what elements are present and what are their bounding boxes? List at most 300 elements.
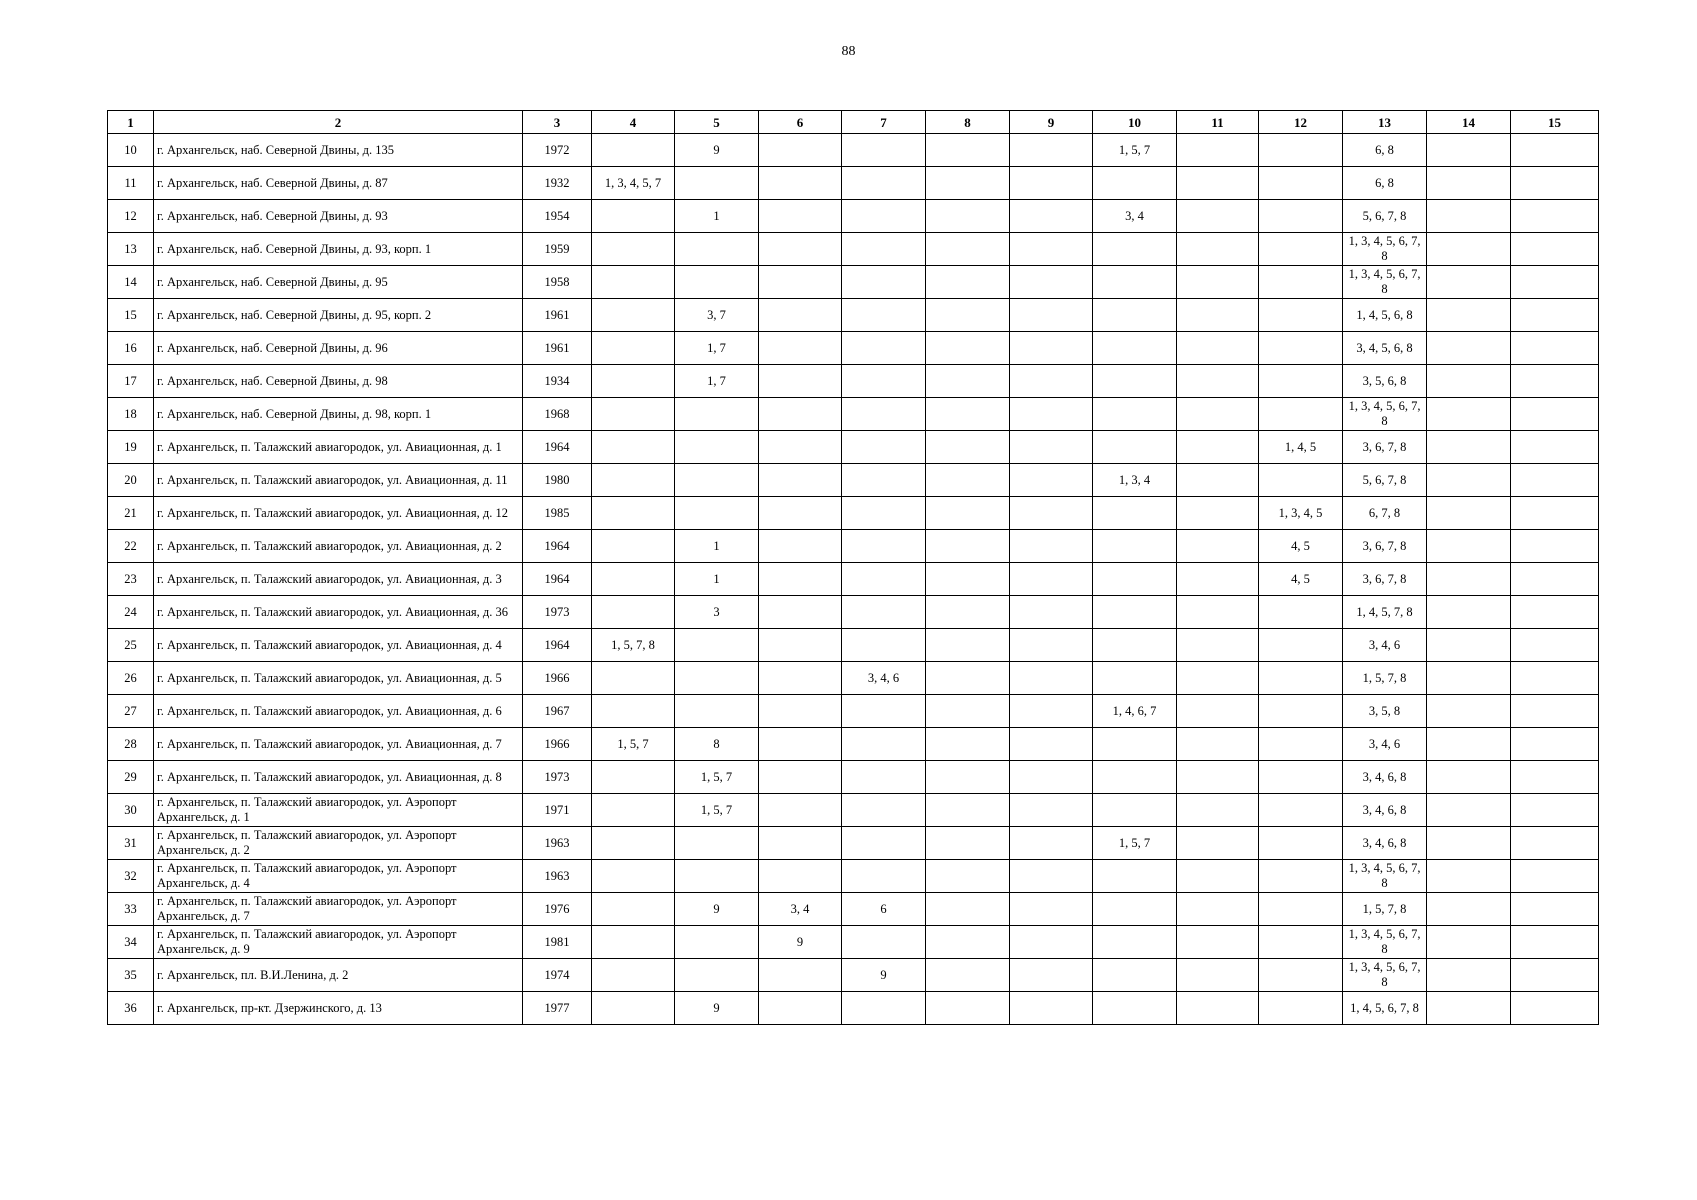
table-cell — [1511, 695, 1599, 728]
table-cell — [926, 398, 1010, 431]
table-cell — [759, 497, 842, 530]
table-cell: 9 — [675, 134, 759, 167]
table-cell — [1010, 332, 1093, 365]
row-number-cell: 20 — [108, 464, 154, 497]
table-cell: 4, 5 — [1259, 530, 1343, 563]
table-cell — [926, 464, 1010, 497]
table-cell — [592, 365, 675, 398]
address-cell: г. Архангельск, п. Талажский авиагородок, ул. Аэропорт Архангельск, д. 7 — [154, 893, 523, 926]
table-cell — [1427, 794, 1511, 827]
row-number-cell: 25 — [108, 629, 154, 662]
table-cell — [926, 827, 1010, 860]
table-cell: 4, 5 — [1259, 563, 1343, 596]
table-cell — [592, 530, 675, 563]
table-row — [108, 893, 1599, 926]
table-cell — [1427, 431, 1511, 464]
table-cell — [592, 893, 675, 926]
table-cell — [1259, 662, 1343, 695]
table-cell — [1511, 794, 1599, 827]
table-cell: 1, 4, 5, 6, 7, 8 — [1343, 992, 1427, 1025]
row-number-cell: 31 — [108, 827, 154, 860]
table-cell — [675, 629, 759, 662]
table-cell — [1010, 761, 1093, 794]
address-cell: г. Архангельск, наб. Северной Двины, д. 93 — [154, 200, 523, 233]
table-cell — [842, 530, 926, 563]
table-cell — [1511, 398, 1599, 431]
table-cell — [1427, 926, 1511, 959]
table-cell — [842, 464, 926, 497]
table-cell — [1259, 266, 1343, 299]
table-cell — [1093, 497, 1177, 530]
table-cell — [759, 563, 842, 596]
table-cell — [1177, 827, 1259, 860]
row-number-cell: 29 — [108, 761, 154, 794]
table-cell — [592, 431, 675, 464]
table-row — [108, 431, 1599, 464]
table-cell — [1010, 530, 1093, 563]
table-cell — [1177, 365, 1259, 398]
address-cell: г. Архангельск, пл. В.И.Ленина, д. 2 — [154, 959, 523, 992]
table-cell — [1177, 695, 1259, 728]
table-cell — [1177, 299, 1259, 332]
table-cell: 1973 — [523, 596, 592, 629]
table-cell — [759, 860, 842, 893]
table-cell — [1259, 695, 1343, 728]
table-cell: 5, 6, 7, 8 — [1343, 464, 1427, 497]
table-row — [108, 299, 1599, 332]
table-cell — [926, 200, 1010, 233]
table-cell — [1010, 662, 1093, 695]
table-cell — [759, 827, 842, 860]
table-cell — [1010, 365, 1093, 398]
table-cell — [1177, 398, 1259, 431]
table-cell — [1511, 332, 1599, 365]
table-cell — [842, 992, 926, 1025]
column-header-11: 11 — [1177, 111, 1259, 134]
table-cell — [842, 794, 926, 827]
table-cell — [1177, 926, 1259, 959]
table-cell — [592, 200, 675, 233]
table-cell — [1010, 893, 1093, 926]
table-cell — [842, 200, 926, 233]
table-cell: 1, 5, 7 — [675, 761, 759, 794]
table-cell: 1981 — [523, 926, 592, 959]
table-cell — [1511, 596, 1599, 629]
table-cell: 6, 7, 8 — [1343, 497, 1427, 530]
table-cell: 1985 — [523, 497, 592, 530]
table-cell — [1259, 794, 1343, 827]
table-row — [108, 497, 1599, 530]
table-cell: 3, 4, 5, 6, 8 — [1343, 332, 1427, 365]
table-cell — [926, 563, 1010, 596]
address-cell: г. Архангельск, п. Талажский авиагородок, ул. Авиационная, д. 6 — [154, 695, 523, 728]
table-cell — [842, 860, 926, 893]
table-cell — [1093, 233, 1177, 266]
table-cell: 1, 7 — [675, 332, 759, 365]
table-cell — [1427, 695, 1511, 728]
table-cell — [592, 596, 675, 629]
table-cell — [1177, 266, 1259, 299]
column-header-13: 13 — [1343, 111, 1427, 134]
table-cell — [675, 827, 759, 860]
table-cell — [759, 794, 842, 827]
table-cell: 1968 — [523, 398, 592, 431]
table-cell — [1259, 893, 1343, 926]
table-cell — [1427, 233, 1511, 266]
column-header-3: 3 — [523, 111, 592, 134]
table-cell — [842, 728, 926, 761]
table-cell — [1010, 233, 1093, 266]
table-cell — [1177, 794, 1259, 827]
table-cell — [1511, 134, 1599, 167]
table-cell — [842, 332, 926, 365]
table-cell — [1427, 398, 1511, 431]
table-cell — [1010, 563, 1093, 596]
row-number-cell: 22 — [108, 530, 154, 563]
table-cell — [1177, 134, 1259, 167]
table-cell — [1259, 233, 1343, 266]
table-cell: 9 — [842, 959, 926, 992]
row-number-cell: 16 — [108, 332, 154, 365]
table-cell — [675, 497, 759, 530]
table-cell: 6 — [842, 893, 926, 926]
table-cell — [1511, 431, 1599, 464]
table-cell — [759, 299, 842, 332]
table-cell — [842, 365, 926, 398]
row-number-cell: 27 — [108, 695, 154, 728]
table-cell — [1010, 431, 1093, 464]
table-cell — [926, 992, 1010, 1025]
table-cell — [1093, 926, 1177, 959]
table-cell — [842, 827, 926, 860]
table-cell — [842, 299, 926, 332]
table-cell — [1177, 464, 1259, 497]
table-row — [108, 596, 1599, 629]
table-cell: 1973 — [523, 761, 592, 794]
table-cell: 3, 5, 6, 8 — [1343, 365, 1427, 398]
table-cell — [1010, 629, 1093, 662]
table-cell — [759, 629, 842, 662]
table-cell — [759, 200, 842, 233]
table-cell: 6, 8 — [1343, 134, 1427, 167]
row-number-cell: 10 — [108, 134, 154, 167]
table-cell: 1980 — [523, 464, 592, 497]
table-cell — [1259, 827, 1343, 860]
table-cell — [759, 266, 842, 299]
table-row — [108, 629, 1599, 662]
address-cell: г. Архангельск, наб. Северной Двины, д. 95, корп. 2 — [154, 299, 523, 332]
table-cell: 1, 3, 4, 5, 7 — [592, 167, 675, 200]
row-number-cell: 34 — [108, 926, 154, 959]
table-row — [108, 464, 1599, 497]
table-cell: 1, 5, 7, 8 — [592, 629, 675, 662]
table-cell — [1093, 530, 1177, 563]
table-cell: 5, 6, 7, 8 — [1343, 200, 1427, 233]
row-number-cell: 32 — [108, 860, 154, 893]
table-cell: 1958 — [523, 266, 592, 299]
table-cell — [675, 926, 759, 959]
table-cell: 1976 — [523, 893, 592, 926]
table-cell: 1959 — [523, 233, 592, 266]
table-cell — [1177, 233, 1259, 266]
address-cell: г. Архангельск, п. Талажский авиагородок, ул. Аэропорт Архангельск, д. 4 — [154, 860, 523, 893]
column-header-5: 5 — [675, 111, 759, 134]
table-cell — [759, 431, 842, 464]
table-cell — [926, 530, 1010, 563]
table-cell — [1259, 332, 1343, 365]
table-cell — [1511, 299, 1599, 332]
table-cell: 1961 — [523, 332, 592, 365]
table-cell — [1511, 200, 1599, 233]
table-cell — [926, 761, 1010, 794]
table-cell — [1259, 167, 1343, 200]
table-cell — [1259, 200, 1343, 233]
row-number-cell: 33 — [108, 893, 154, 926]
row-number-cell: 35 — [108, 959, 154, 992]
table-cell — [842, 167, 926, 200]
table-cell — [1259, 134, 1343, 167]
table-cell: 1, 4, 5 — [1259, 431, 1343, 464]
row-number-cell: 12 — [108, 200, 154, 233]
table-row — [108, 365, 1599, 398]
column-header-6: 6 — [759, 111, 842, 134]
table-cell — [1427, 365, 1511, 398]
table-cell — [926, 596, 1010, 629]
column-header-15: 15 — [1511, 111, 1599, 134]
table-cell: 1963 — [523, 827, 592, 860]
address-cell: г. Архангельск, п. Талажский авиагородок, ул. Аэропорт Архангельск, д. 1 — [154, 794, 523, 827]
table-cell — [1427, 464, 1511, 497]
table-cell — [1511, 959, 1599, 992]
table-cell — [1177, 167, 1259, 200]
table-cell — [1427, 860, 1511, 893]
table-cell: 1 — [675, 200, 759, 233]
table-cell — [1177, 497, 1259, 530]
table-cell: 1 — [675, 530, 759, 563]
table-cell — [1010, 464, 1093, 497]
table-cell — [1093, 167, 1177, 200]
table-cell — [759, 992, 842, 1025]
table-cell — [1427, 629, 1511, 662]
table-cell: 1, 3, 4, 5, 6, 7, 8 — [1343, 959, 1427, 992]
table-cell — [1511, 233, 1599, 266]
table-cell — [1259, 365, 1343, 398]
table-cell — [1427, 563, 1511, 596]
table-row — [108, 794, 1599, 827]
table-cell — [759, 530, 842, 563]
table-cell — [926, 497, 1010, 530]
table-cell — [592, 332, 675, 365]
table-cell: 1, 5, 7 — [1093, 827, 1177, 860]
table-cell: 3, 4, 6, 8 — [1343, 794, 1427, 827]
table-cell — [1010, 299, 1093, 332]
table-cell — [759, 695, 842, 728]
table-cell — [1259, 629, 1343, 662]
table-cell — [1177, 431, 1259, 464]
table-cell — [1259, 398, 1343, 431]
table-cell — [1427, 497, 1511, 530]
column-header-8: 8 — [926, 111, 1010, 134]
address-cell: г. Архангельск, п. Талажский авиагородок, ул. Авиационная, д. 4 — [154, 629, 523, 662]
table-row — [108, 695, 1599, 728]
row-number-cell: 15 — [108, 299, 154, 332]
table-cell — [675, 464, 759, 497]
table-cell — [842, 266, 926, 299]
table-cell: 1, 4, 5, 6, 8 — [1343, 299, 1427, 332]
table-cell — [592, 827, 675, 860]
table-cell: 3, 4, 6 — [1343, 728, 1427, 761]
table-cell — [1010, 959, 1093, 992]
table-cell — [1010, 398, 1093, 431]
table-cell: 1, 5, 7 — [675, 794, 759, 827]
table-cell — [1259, 596, 1343, 629]
table-cell — [1093, 563, 1177, 596]
table-cell: 1, 3, 4, 5, 6, 7, 8 — [1343, 860, 1427, 893]
table-cell — [1511, 629, 1599, 662]
table-cell: 1, 3, 4, 5, 6, 7, 8 — [1343, 233, 1427, 266]
table-cell: 1974 — [523, 959, 592, 992]
table-cell — [592, 563, 675, 596]
table-cell — [926, 794, 1010, 827]
row-number-cell: 26 — [108, 662, 154, 695]
table-row — [108, 926, 1599, 959]
table-cell — [759, 398, 842, 431]
table-cell — [842, 398, 926, 431]
table-cell — [675, 860, 759, 893]
table-cell: 1, 3, 4 — [1093, 464, 1177, 497]
table-cell — [1427, 200, 1511, 233]
table-cell — [842, 233, 926, 266]
table-cell — [1093, 794, 1177, 827]
table-cell — [592, 299, 675, 332]
table-cell: 3, 4, 6 — [1343, 629, 1427, 662]
table-cell — [675, 266, 759, 299]
table-cell: 3, 4 — [1093, 200, 1177, 233]
table-cell — [1093, 398, 1177, 431]
table-cell — [1259, 992, 1343, 1025]
row-number-cell: 23 — [108, 563, 154, 596]
table-row — [108, 761, 1599, 794]
table-cell — [1511, 761, 1599, 794]
table-cell: 1, 5, 7, 8 — [1343, 662, 1427, 695]
table-cell: 9 — [759, 926, 842, 959]
table-cell — [1010, 860, 1093, 893]
row-number-cell: 17 — [108, 365, 154, 398]
column-header-1: 1 — [108, 111, 154, 134]
table-cell — [1427, 992, 1511, 1025]
table-cell — [1093, 332, 1177, 365]
table-cell: 8 — [675, 728, 759, 761]
table-cell: 1, 5, 7 — [1093, 134, 1177, 167]
table-cell — [592, 959, 675, 992]
table-header-row — [108, 111, 1599, 134]
table-cell: 1, 5, 7, 8 — [1343, 893, 1427, 926]
table-cell — [1093, 728, 1177, 761]
table-cell — [1093, 992, 1177, 1025]
table-cell — [842, 596, 926, 629]
table-cell — [1259, 959, 1343, 992]
table-cell — [592, 266, 675, 299]
table-cell: 1971 — [523, 794, 592, 827]
table-body — [108, 134, 1599, 1025]
table-cell: 1932 — [523, 167, 592, 200]
table-cell — [1010, 695, 1093, 728]
table-cell — [926, 860, 1010, 893]
table-cell — [1093, 365, 1177, 398]
column-header-12: 12 — [1259, 111, 1343, 134]
row-number-cell: 19 — [108, 431, 154, 464]
table-cell — [592, 464, 675, 497]
table-cell — [1010, 728, 1093, 761]
table-cell: 3, 4 — [759, 893, 842, 926]
table-cell — [1093, 761, 1177, 794]
table-cell — [1511, 827, 1599, 860]
table-cell — [1010, 926, 1093, 959]
table-cell — [926, 332, 1010, 365]
table-cell — [592, 233, 675, 266]
table-cell — [592, 398, 675, 431]
table-row — [108, 266, 1599, 299]
table-cell — [592, 860, 675, 893]
address-cell: г. Архангельск, п. Талажский авиагородок, ул. Авиационная, д. 36 — [154, 596, 523, 629]
row-number-cell: 18 — [108, 398, 154, 431]
address-cell: г. Архангельск, наб. Северной Двины, д. 98 — [154, 365, 523, 398]
table-cell — [759, 959, 842, 992]
table-cell: 1, 5, 7 — [592, 728, 675, 761]
table-cell — [842, 926, 926, 959]
table-row — [108, 860, 1599, 893]
table-cell — [1259, 728, 1343, 761]
row-number-cell: 30 — [108, 794, 154, 827]
table-cell — [1427, 266, 1511, 299]
table-cell — [1427, 761, 1511, 794]
address-cell: г. Архангельск, п. Талажский авиагородок, ул. Авиационная, д. 7 — [154, 728, 523, 761]
table-cell — [759, 365, 842, 398]
table-cell — [1177, 563, 1259, 596]
table-row — [108, 563, 1599, 596]
table-cell — [1010, 167, 1093, 200]
table-cell — [675, 167, 759, 200]
table-cell — [1511, 992, 1599, 1025]
address-cell: г. Архангельск, п. Талажский авиагородок, ул. Авиационная, д. 2 — [154, 530, 523, 563]
table-cell — [842, 497, 926, 530]
table-cell — [759, 761, 842, 794]
table-cell: 1, 3, 4, 5, 6, 7, 8 — [1343, 266, 1427, 299]
table-cell: 1961 — [523, 299, 592, 332]
table-cell — [1511, 860, 1599, 893]
table-row — [108, 992, 1599, 1025]
table-cell — [1259, 860, 1343, 893]
table-cell — [1093, 959, 1177, 992]
table-cell — [592, 794, 675, 827]
table-cell — [759, 464, 842, 497]
table-cell — [1427, 167, 1511, 200]
address-cell: г. Архангельск, наб. Северной Двины, д. 93, корп. 1 — [154, 233, 523, 266]
table-cell: 1977 — [523, 992, 592, 1025]
table-cell — [1093, 431, 1177, 464]
address-cell: г. Архангельск, п. Талажский авиагородок, ул. Аэропорт Архангельск, д. 9 — [154, 926, 523, 959]
table-cell — [842, 431, 926, 464]
table-cell: 6, 8 — [1343, 167, 1427, 200]
table-cell — [1177, 530, 1259, 563]
table-cell — [675, 959, 759, 992]
table-cell: 1, 3, 4, 5, 6, 7, 8 — [1343, 926, 1427, 959]
table-cell: 1964 — [523, 563, 592, 596]
table-cell — [1177, 959, 1259, 992]
table-cell — [842, 134, 926, 167]
table-cell — [1093, 662, 1177, 695]
table-cell: 3 — [675, 596, 759, 629]
